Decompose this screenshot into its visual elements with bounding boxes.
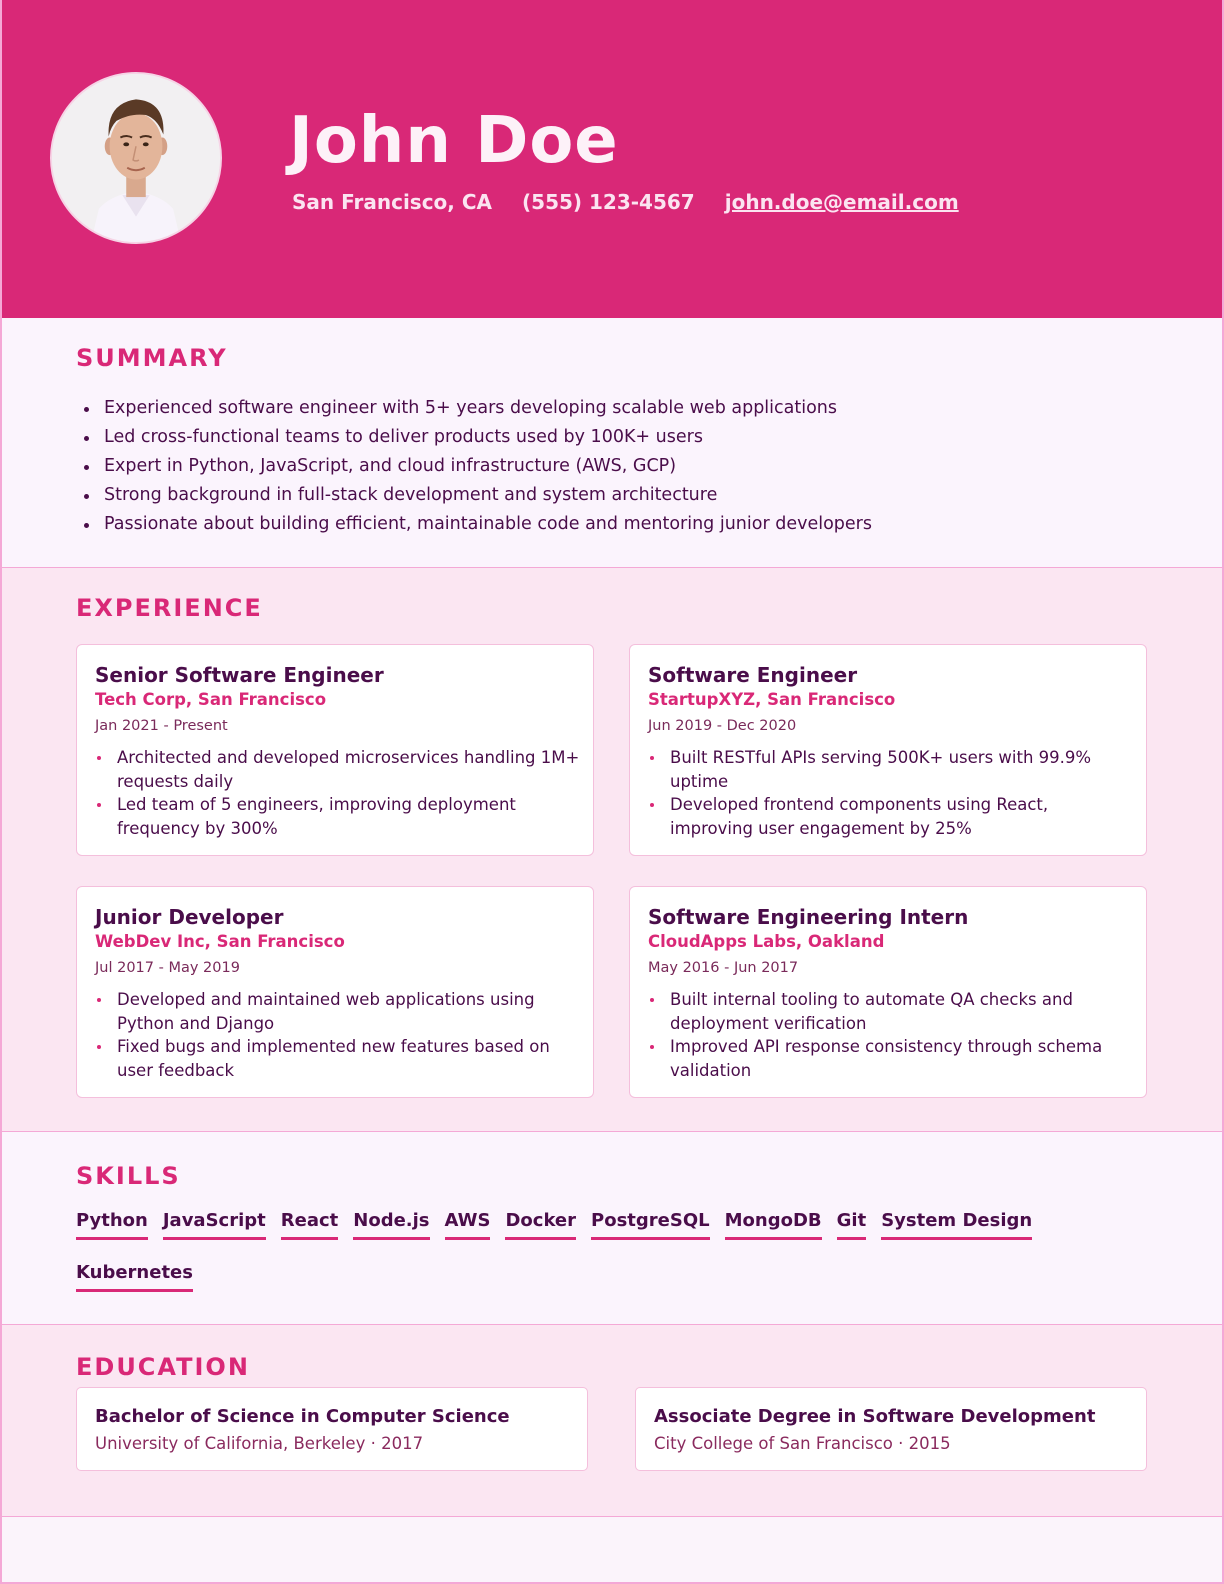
summary-item: Strong background in full-stack development and system architecture bbox=[82, 481, 872, 510]
job-company: WebDev Inc, San Francisco bbox=[95, 932, 345, 951]
skill-tag: PostgreSQL bbox=[591, 1210, 710, 1240]
education-card bbox=[635, 1387, 1147, 1471]
job-bullet: Built internal tooling to automate QA checks and deployment verification bbox=[648, 988, 1136, 1035]
job-card bbox=[629, 886, 1147, 1098]
candidate-name: John Doe bbox=[289, 104, 619, 178]
degree-title: Associate Degree in Software Development bbox=[654, 1406, 1096, 1427]
job-card bbox=[76, 644, 594, 856]
summary-item: Expert in Python, JavaScript, and cloud infrastructure (AWS, GCP) bbox=[82, 452, 872, 481]
job-dates: May 2016 - Jun 2017 bbox=[648, 960, 799, 976]
job-bullet: Fixed bugs and implemented new features based on user feedback bbox=[95, 1035, 583, 1082]
email-link[interactable]: john.doe@email.com bbox=[724, 190, 959, 214]
job-bullet: Improved API response consistency through schema validation bbox=[648, 1035, 1136, 1082]
job-bullet: Developed and maintained web applications using Python and Django bbox=[95, 988, 583, 1035]
summary-item: Experienced software engineer with 5+ years developing scalable web applications bbox=[82, 394, 872, 423]
summary-item: Led cross-functional teams to deliver products used by 100K+ users bbox=[82, 423, 872, 452]
skill-tag: React bbox=[281, 1210, 339, 1240]
skill-tag: Python bbox=[76, 1210, 148, 1240]
summary-list bbox=[82, 394, 872, 539]
job-title: Senior Software Engineer bbox=[95, 663, 384, 687]
skill-tag: AWS bbox=[445, 1210, 491, 1240]
experience-heading: EXPERIENCE bbox=[76, 594, 263, 622]
job-bullet: Built RESTful APIs serving 500K+ users with 99.9% uptime bbox=[648, 746, 1136, 793]
summary-section bbox=[2, 318, 1222, 568]
job-card bbox=[629, 644, 1147, 856]
job-dates: Jan 2021 - Present bbox=[95, 718, 228, 734]
job-bullets bbox=[648, 988, 1136, 1082]
skill-tag: MongoDB bbox=[725, 1210, 822, 1240]
education-card bbox=[76, 1387, 588, 1471]
education-section bbox=[2, 1325, 1222, 1517]
skill-tag: System Design bbox=[881, 1210, 1032, 1240]
school-name: City College of San Francisco · 2015 bbox=[654, 1434, 951, 1453]
skill-tag: Kubernetes bbox=[76, 1262, 193, 1292]
skill-tag: Docker bbox=[505, 1210, 576, 1240]
job-company: Tech Corp, San Francisco bbox=[95, 690, 327, 709]
job-bullet: Architected and developed microservices handling 1M+ requests daily bbox=[95, 746, 583, 793]
job-card bbox=[76, 886, 594, 1098]
school-name: University of California, Berkeley · 2017 bbox=[95, 1434, 424, 1453]
avatar bbox=[50, 72, 222, 244]
job-bullets bbox=[648, 746, 1136, 840]
resume-header bbox=[2, 0, 1222, 318]
location-text: San Francisco, CA bbox=[292, 190, 493, 214]
experience-section bbox=[2, 568, 1222, 1132]
job-company: StartupXYZ, San Francisco bbox=[648, 690, 896, 709]
summary-item: Passionate about building efficient, maintainable code and mentoring junior developers bbox=[82, 510, 872, 539]
job-dates: Jul 2017 - May 2019 bbox=[95, 960, 240, 976]
job-dates: Jun 2019 - Dec 2020 bbox=[648, 718, 797, 734]
skills-section bbox=[2, 1132, 1222, 1325]
phone-text: (555) 123-4567 bbox=[522, 190, 695, 214]
job-bullets bbox=[95, 988, 583, 1082]
degree-title: Bachelor of Science in Computer Science bbox=[95, 1406, 510, 1427]
job-bullet: Developed frontend components using React, improving user engagement by 25% bbox=[648, 793, 1136, 840]
skill-tag: JavaScript bbox=[163, 1210, 266, 1240]
job-title: Junior Developer bbox=[95, 905, 284, 929]
job-company: CloudApps Labs, Oakland bbox=[648, 932, 885, 951]
education-heading: EDUCATION bbox=[76, 1353, 250, 1381]
summary-heading: SUMMARY bbox=[76, 344, 228, 372]
skill-tag: Git bbox=[837, 1210, 867, 1240]
skill-tag: Node.js bbox=[353, 1210, 429, 1240]
skills-list bbox=[76, 1210, 1076, 1292]
job-bullet: Led team of 5 engineers, improving deployment frequency by 300% bbox=[95, 793, 583, 840]
skills-heading: SKILLS bbox=[76, 1162, 181, 1190]
job-title: Software Engineer bbox=[648, 663, 858, 687]
job-bullets bbox=[95, 746, 583, 840]
contact-info bbox=[292, 190, 959, 214]
job-title: Software Engineering Intern bbox=[648, 905, 969, 929]
